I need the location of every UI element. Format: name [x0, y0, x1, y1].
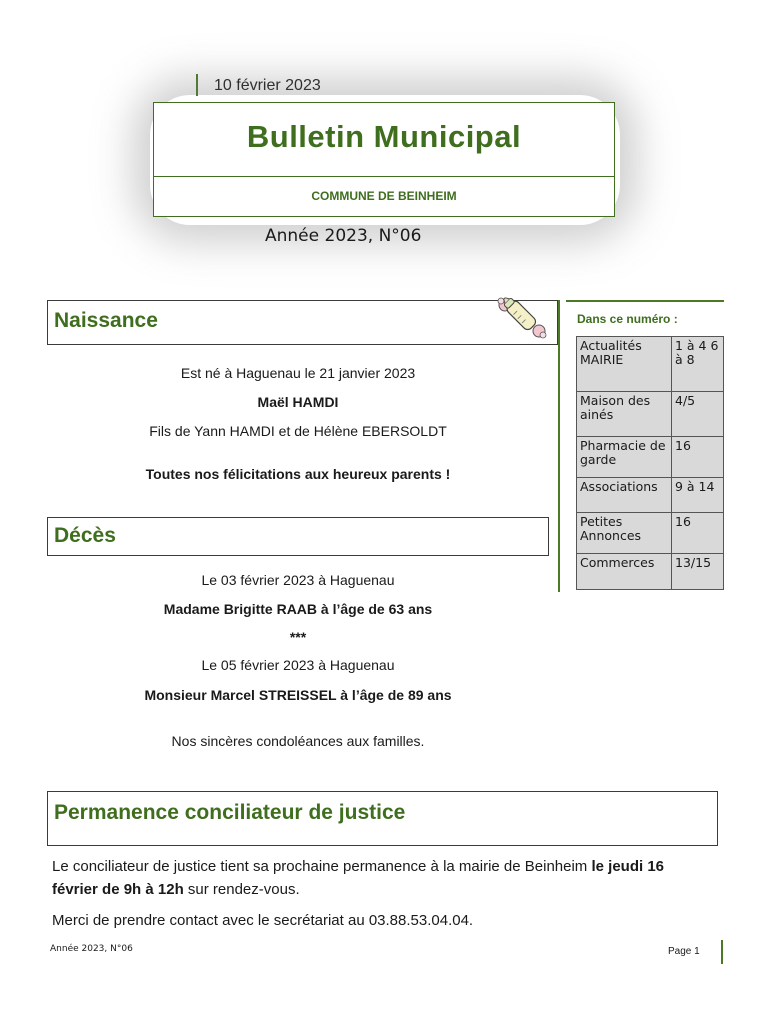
bulletin-title: Bulletin Municipal [246, 119, 522, 154]
conciliateur-date: le jeudi 16 février de 9h à 12h [52, 858, 665, 898]
toc-row [577, 554, 724, 590]
deces-separator: *** [289, 629, 307, 645]
page-number: Page 1 [668, 946, 700, 957]
issue-number: Année 2023, N°06 [265, 226, 422, 246]
toc-pages: 16 [672, 513, 724, 554]
deces-entry2-date: Le 05 février 2023 à Haguenau [201, 657, 395, 673]
toc-pages: 13/15 [672, 554, 724, 590]
toc-pages: 9 à 14 [672, 478, 724, 513]
publication-date: 10 février 2023 [214, 77, 321, 94]
masthead [153, 102, 615, 217]
deces-condolences: Nos sincères condoléances aux familles. [171, 733, 425, 749]
date-rule [196, 74, 198, 96]
footer-rule [721, 940, 723, 964]
deces-entry2-name: Monsieur Marcel STREISSEL à l’âge de 89 ans [144, 687, 452, 703]
toc-label: Petites Annonces [577, 513, 672, 554]
toc-heading: Dans ce numéro : [577, 312, 678, 326]
conciliateur-paragraph [52, 855, 712, 901]
deces-entry1-name: Madame Brigitte RAAB à l’âge de 63 ans [163, 601, 433, 617]
deces-heading-box [47, 517, 549, 556]
toc-row [577, 513, 724, 554]
conciliateur-text-end: sur rendez-vous. [183, 881, 300, 898]
toc-row [577, 337, 724, 392]
toc-row [577, 478, 724, 513]
toc-label: Pharmacie de garde [577, 437, 672, 478]
naissance-line: Est né à Haguenau le 21 janvier 2023 [180, 365, 416, 381]
toc-label: Associations [577, 478, 672, 513]
toc-label: Commerces [577, 554, 672, 590]
naissance-name: Maël HAMDI [257, 394, 339, 410]
toc-row [577, 392, 724, 437]
toc-label: Maison des ainés [577, 392, 672, 437]
toc-pages: 1 à 4 6 à 8 [672, 337, 724, 392]
conciliateur-heading-box [47, 791, 718, 846]
conciliateur-contact: Merci de prendre contact avec le secrétariat au 03.88.53.04.04. [52, 912, 474, 929]
toc-row [577, 437, 724, 478]
naissance-congrats: Toutes nos félicitations aux heureux parents ! [145, 466, 451, 482]
table-of-contents [576, 336, 724, 590]
toc-label: Actualités MAIRIE [577, 337, 672, 392]
conciliateur-heading: Permanence conciliateur de justice [54, 801, 406, 824]
deces-heading: Décès [54, 524, 116, 547]
toc-pages: 16 [672, 437, 724, 478]
deces-entry1-date: Le 03 février 2023 à Haguenau [201, 572, 395, 588]
commune-name: COMMUNE DE BEINHEIM [311, 189, 457, 203]
naissance-heading: Naissance [54, 309, 158, 332]
conciliateur-text: Le conciliateur de justice tient sa prochaine permanence à la mairie de Beinheim [52, 858, 592, 875]
toc-pages: 4/5 [672, 392, 724, 437]
footer-issue: Année 2023, N°06 [50, 944, 133, 954]
baby-bottle-icon [495, 291, 549, 341]
sidebar-rule-horizontal [566, 300, 724, 302]
naissance-parents: Fils de Yann HAMDI et de Hélène EBERSOLDT [149, 423, 447, 439]
naissance-heading-box [47, 300, 558, 345]
masthead-divider [154, 176, 614, 177]
sidebar-rule-vertical [558, 300, 560, 592]
